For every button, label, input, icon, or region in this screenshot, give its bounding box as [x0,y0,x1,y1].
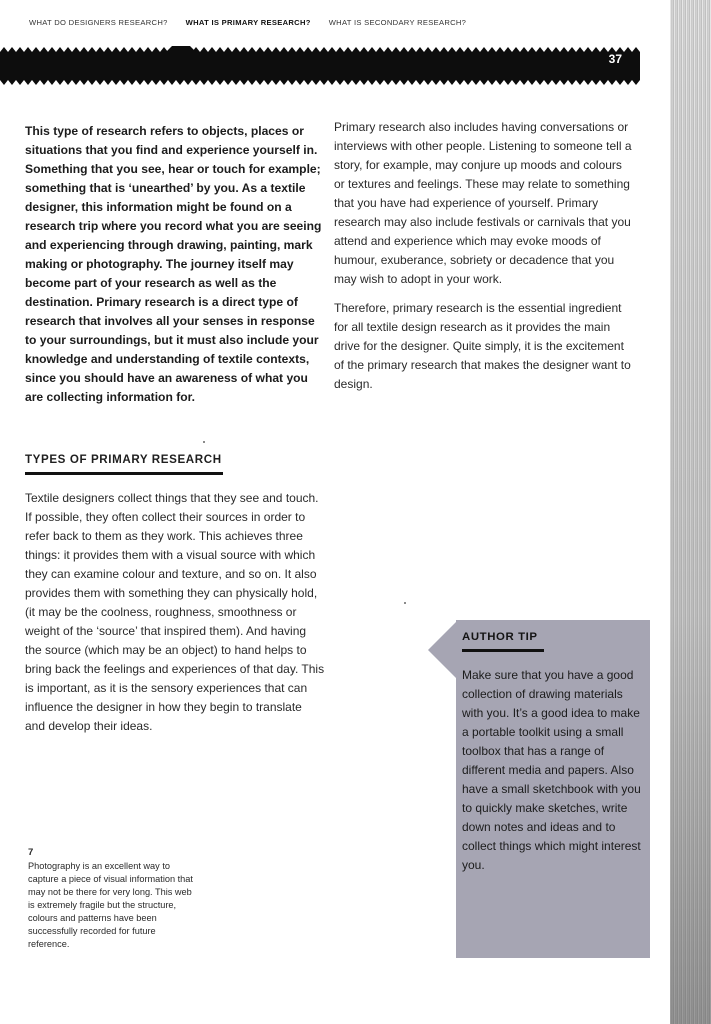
section-heading: TYPES OF PRIMARY RESEARCH [25,453,223,475]
body-paragraph: Textile designers collect things that they see and touch. If possible, they often collect their sources in order to refer back to them as they work. This achieves three things: it provides them with a visual source with which they can examine colour and texture, and so on. It also provides them with something they can physically hold, (it may be the coolness, roughness, smoothness or weight of the ‘source’ that inspired them). And having the source (which may be an object) to hand helps to bring back the feelings and experiences of that day. This is important, as it is the sensory experiences that can influence the designer in how they begin to translate and develop their ideas. [25,491,325,733]
primary-research-column [334,118,634,404]
types-section-body [25,489,325,746]
print-speck [203,441,205,443]
body-paragraph: Therefore, primary research is the essential ingredient for all textile design research as it provides the main drive for the designer. Quite simply, it is the excitement of the primary research that makes the designer want to design. [334,301,631,391]
header-band [0,46,640,86]
intro-column [25,122,325,407]
book-page-edges [670,0,711,1024]
nav-link-secondary-research[interactable]: WHAT IS SECONDARY RESEARCH? [328,18,467,27]
nav-link-primary-research[interactable]: WHAT IS PRIMARY RESEARCH? [185,18,311,27]
body-paragraph: Primary research also includes having conversations or interviews with other people. Listening to someone tell a story, for example, may conjure up moods and colours or textures and feelings. These may relate to something that you have had experience of yourself. Primary research may also include festivals or carnivals that you attend and experience which may evoke moods of humour, exuberance, sobriety or decadence that you may wish to adopt in your work. [334,120,632,286]
nav-link-designers-research[interactable]: WHAT DO DESIGNERS RESEARCH? [29,18,168,27]
author-tip-heading: AUTHOR TIP [462,631,544,652]
page-number: 37 [608,52,622,66]
zigzag-band-graphic [0,46,640,86]
print-speck [404,602,406,604]
figure-caption [28,846,198,951]
tip-box-pointer [428,620,458,680]
author-tip-body: Make sure that you have a good collection of drawing materials with you. It’s a good idea to make a portable toolkit using a small toolbox that has a range of different media and papers. Also have a small sketchbook with you to quickly make sketches, write down notes and ideas and to collect things which might interest you. [462,668,641,872]
caption-number: 7 [28,847,34,858]
intro-lead-paragraph: This type of research refers to objects, places or situations that you find and experience yourself in. Something that you see, hear or touch for example; something that is ‘unearthed’ by you. As a textile designer, this information might be found on a research trip where you record what you are seeing and experiencing through drawing, painting, mark making or photography. The journey itself may become part of your research as well as the destination. Primary research is a direct type of research that involves all your senses in response to your surroundings, but it must also include your knowledge and understanding of textile contexts, since you should have an awareness of what you are collecting information for. [25,124,322,404]
chapter-navigation [29,18,466,32]
caption-text: Photography is an excellent way to capture a piece of visual information that may not be there for very long. This web is extremely fragile but the structure, colours and patterns have been successfully recorded for future reference. [28,861,193,949]
